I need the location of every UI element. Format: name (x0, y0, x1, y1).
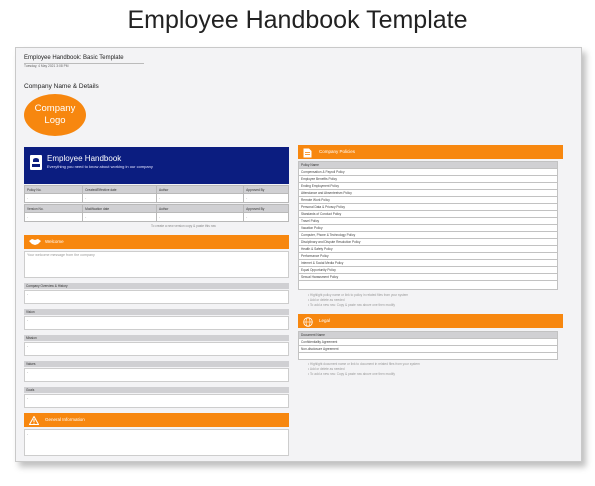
table-cell[interactable]: - (156, 194, 243, 203)
note-item: • Add or delete as needed (308, 367, 345, 371)
general-info-label: General Information (45, 417, 85, 422)
table-header-cell: Created/Effective date (83, 186, 157, 194)
welcome-label: Welcome (45, 239, 64, 244)
table-header-row (25, 186, 289, 194)
policy-row[interactable]: Employee Benefits Policy (299, 176, 558, 183)
globe-icon (303, 317, 313, 327)
legal-table (298, 331, 558, 360)
company-policies-label: Company Policies (319, 149, 356, 154)
table-header-cell: Author (156, 186, 243, 194)
welcome-textbox[interactable] (24, 251, 289, 278)
general-info-textbox[interactable] (24, 429, 289, 456)
table-header-cell: Document Name (299, 332, 558, 339)
general-info-value: - (27, 432, 29, 436)
policy-row[interactable]: Internet & Social Media Policy (299, 260, 558, 267)
note-item: • To add a new row: Copy & paste row above one then modify (308, 372, 395, 376)
welcome-placeholder: Your welcome message from the company (27, 253, 95, 257)
table-cell[interactable]: - (244, 213, 289, 222)
legal-bar (298, 314, 563, 328)
logo-line-2: Logo (44, 115, 66, 126)
general-info-bar (24, 413, 289, 427)
section-label: Values (24, 361, 289, 367)
table-header-row (25, 205, 289, 213)
policy-row[interactable]: Personal Data & Privacy Policy (299, 204, 558, 211)
handbook-banner (24, 147, 289, 184)
section-label: Vision (24, 309, 289, 315)
policies-notes (308, 293, 408, 308)
policy-row[interactable]: Ending Employment Policy (299, 183, 558, 190)
policy-row-empty[interactable] (299, 281, 558, 290)
company-policies-bar (298, 145, 563, 159)
section-textbox[interactable] (24, 342, 289, 356)
table-header-cell: Version No. (25, 205, 83, 213)
warning-icon (29, 416, 39, 425)
table-cell[interactable]: - (244, 194, 289, 203)
handshake-icon (29, 238, 41, 246)
policy-row[interactable]: Travel Policy (299, 218, 558, 225)
legal-row[interactable]: Confidentiality Agreement (299, 339, 558, 346)
document-title[interactable]: Employee Handbook: Basic Template (24, 55, 124, 61)
policy-row[interactable]: Computer, Phone & Technology Policy (299, 232, 558, 239)
section-textbox[interactable] (24, 290, 289, 304)
section-value: - (27, 344, 29, 348)
policy-row[interactable]: Attendance and Absenteeism Policy (299, 190, 558, 197)
section-label: Mission (24, 335, 289, 341)
handbook-title: Employee Handbook (47, 154, 122, 163)
section-textbox[interactable] (24, 316, 289, 330)
section-value: - (27, 396, 29, 400)
onenote-page (15, 47, 582, 462)
company-logo-placeholder[interactable] (24, 94, 86, 136)
legal-label: Legal (319, 318, 331, 323)
table-cell[interactable]: - (25, 194, 83, 203)
policy-row[interactable]: Remote Work Policy (299, 197, 558, 204)
policy-row[interactable]: Disciplinary and Dispute Resolution Policy (299, 239, 558, 246)
section-value: - (27, 292, 29, 296)
document-date: Tuesday, 4 May 2021 3:08 PM (24, 64, 69, 68)
table-row (25, 194, 289, 203)
id-card-icon (30, 155, 42, 170)
company-heading: Company Name & Details (24, 83, 99, 90)
table-cell[interactable]: - (83, 213, 157, 222)
policy-row[interactable]: Health & Safety Policy (299, 246, 558, 253)
policy-row[interactable]: Vacation Policy (299, 225, 558, 232)
table-cell[interactable]: - (156, 213, 243, 222)
logo-line-1: Company (34, 103, 76, 114)
welcome-bar (24, 235, 289, 249)
note-item: • Add or delete as needed (308, 298, 345, 302)
table-header-cell: Policy Name (299, 162, 558, 169)
note-item: • To add a new row: Copy & paste row above one then modify (308, 303, 395, 307)
table-cell[interactable]: - (25, 213, 83, 222)
section-label: Goals (24, 387, 289, 393)
section-value: - (27, 370, 29, 374)
section-textbox[interactable] (24, 394, 289, 408)
policy-row[interactable]: Performance Policy (299, 253, 558, 260)
page-title: Employee Handbook Template (127, 6, 468, 34)
table-header-cell: Approved By (244, 186, 289, 194)
version-table (24, 185, 289, 222)
section-label: Company Overview & History (24, 283, 289, 289)
note-item: • Highlight policy name or link to policy in related files from your system (308, 293, 409, 297)
table-row (25, 213, 289, 222)
policies-table (298, 161, 558, 290)
note-item: • Highlight document name or link to document in related files from your system (308, 362, 420, 366)
version-note: To create a new version copy & paste this row (151, 224, 216, 228)
table-header-cell: Author (156, 205, 243, 213)
policy-row[interactable]: Standards of Conduct Policy (299, 211, 558, 218)
legal-row[interactable]: Non-disclosure Agreement (299, 346, 558, 353)
handbook-subtitle: Everything you need to know about working in our company (47, 164, 153, 169)
legal-row-empty[interactable] (299, 353, 558, 360)
table-header-cell: Policy No. (25, 186, 83, 194)
document-icon (303, 148, 312, 158)
policy-row[interactable]: Sexual Harassment Policy (299, 274, 558, 281)
section-textbox[interactable] (24, 368, 289, 382)
policy-row[interactable]: Equal Opportunity Policy (299, 267, 558, 274)
section-value: - (27, 318, 29, 322)
table-cell[interactable]: - (83, 194, 157, 203)
legal-notes (308, 362, 420, 377)
policy-row[interactable]: Compensation & Payroll Policy (299, 169, 558, 176)
table-header-cell: Modification date (83, 205, 157, 213)
table-header-cell: Approved By (244, 205, 289, 213)
